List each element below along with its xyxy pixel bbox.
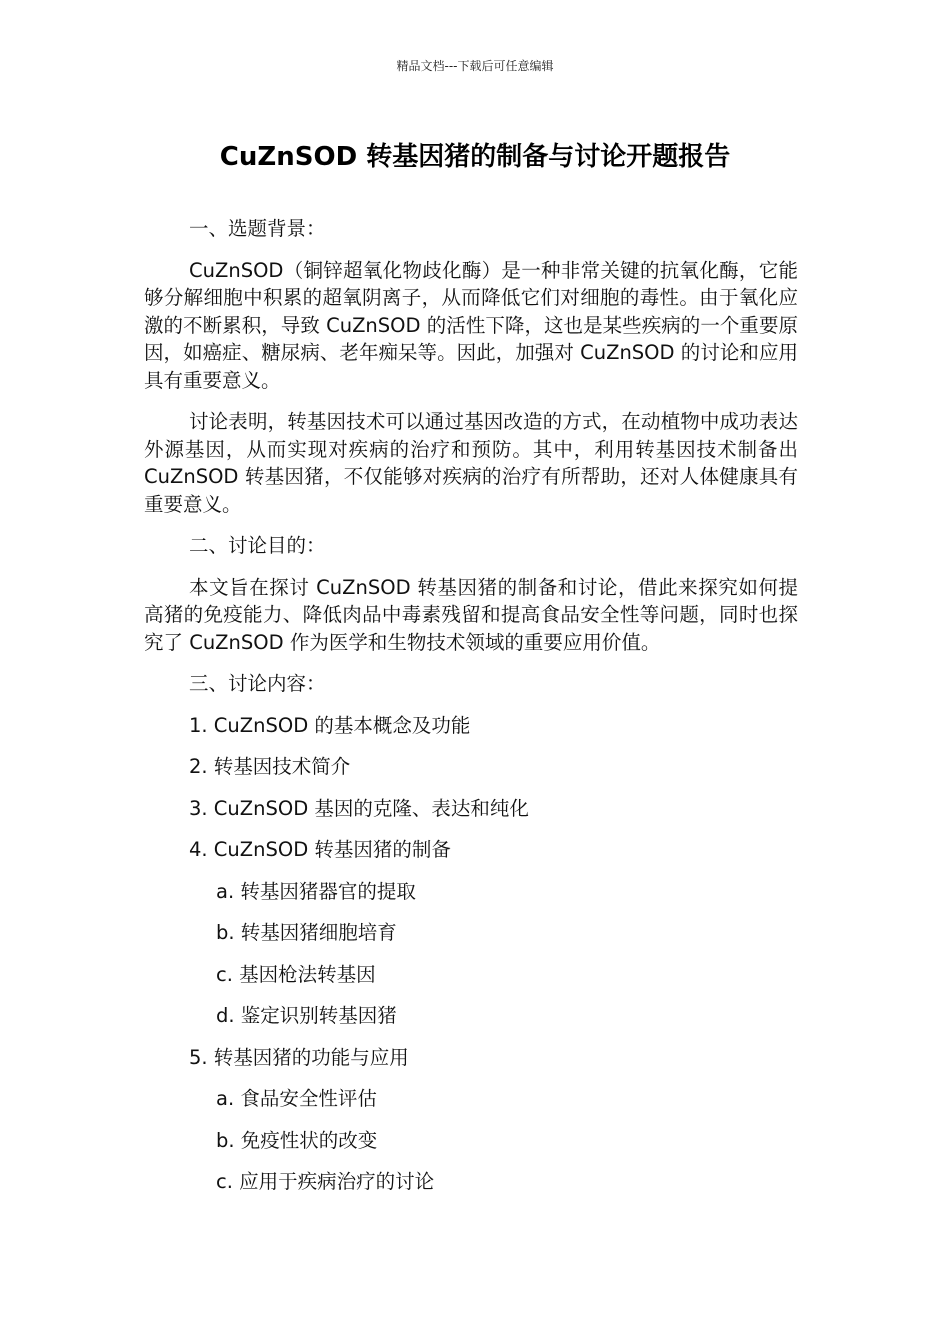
paragraph-background-2: 讨论表明，转基因技术可以通过基因改造的方式，在动植物中成功表达外源基因，从而实现对疾病的治疗和预防。其中，利用转基因技术制备出 CuZnSOD 转基因猪，不仅能够对疾病的治疗有所帮助，还对人体健康具有重要意义。 (144, 410, 798, 516)
list-item-1: 1. CuZnSOD 的基本概念及功能 (189, 713, 471, 737)
section-heading-purpose: 二、讨论目的： (189, 534, 326, 557)
sub-item-5b: b. 免疫性状的改变 (216, 1128, 378, 1152)
list-item-4: 4. CuZnSOD 转基因猪的制备 (189, 838, 451, 861)
sub-item-5c: c. 应用于疾病治疗的讨论 (216, 1170, 435, 1193)
document-body (144, 215, 798, 1210)
paragraph-purpose: 本文旨在探讨 CuZnSOD 转基因猪的制备和讨论，借此来探究如何提高猪的免疫能力、降低肉品中毒素残留和提高食品安全性等问题，同时也探究了 CuZnSOD 作为医学和生物技术领域的重要应用价值。 (144, 575, 798, 654)
sub-item-4b: b. 转基因猪细胞培育 (216, 921, 397, 944)
section-heading-content: 三、讨论内容： (189, 672, 326, 695)
header-note: 精品文档---下载后可任意编辑 (396, 59, 554, 73)
document-title: CuZnSOD 转基因猪的制备与讨论开题报告 (219, 142, 731, 172)
list-item-5: 5. 转基因猪的功能与应用 (189, 1045, 409, 1069)
sub-item-5a: a. 食品安全性评估 (216, 1087, 377, 1110)
sub-item-4c: c. 基因枪法转基因 (216, 962, 376, 986)
list-item-3: 3. CuZnSOD 基因的克隆、表达和纯化 (189, 796, 529, 820)
sub-item-4d: d. 鉴定识别转基因猪 (216, 1004, 397, 1027)
sub-item-4a: a. 转基因猪器官的提取 (216, 879, 416, 903)
paragraph-background-1: CuZnSOD（铜锌超氧化物歧化酶）是一种非常关键的抗氧化酶，它能够分解细胞中积累的超氧阴离子，从而降低它们对细胞的毒性。由于氧化应激的不断累积，导致 CuZnSOD 的活性下降，这也是某些疾病的一个重要原因，如癌症、糖尿病、老年痴呆等。因此，加强对 CuZnSOD 的讨论和应用具有重要意义。 (144, 258, 798, 392)
section-heading-background: 一、选题背景： (189, 217, 326, 240)
list-item-2: 2. 转基因技术简介 (189, 755, 351, 778)
